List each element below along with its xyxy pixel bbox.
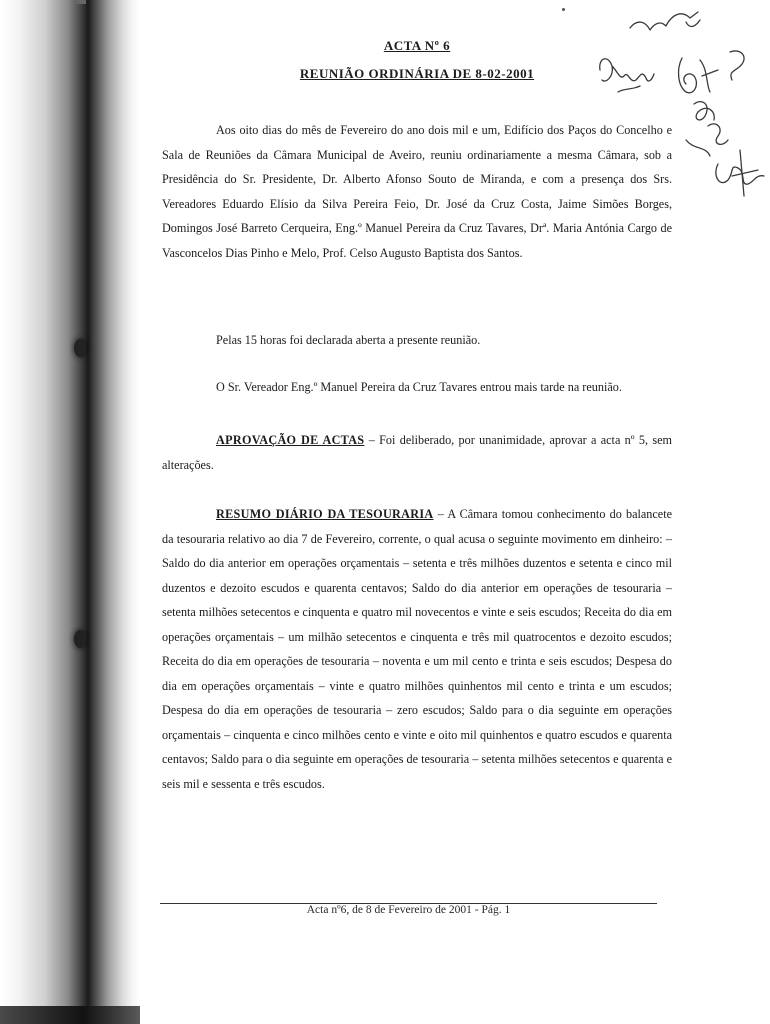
binding-shadow [0, 0, 140, 1024]
opening-paragraph: Pelas 15 horas foi declarada aberta a presente reunião. [216, 333, 481, 347]
punch-hole-bottom [74, 630, 86, 648]
actas-text: – Foi deliberado, por unanimidade, aprovar a acta nº 5, sem alterações. [162, 433, 672, 472]
scan-dot [562, 8, 565, 11]
actas-heading: APROVAÇÃO DE ACTAS [216, 433, 365, 447]
vereador-note-paragraph: O Sr. Vereador Eng.º Manuel Pereira da Cruz Tavares entrou mais tarde na reunião. [216, 380, 622, 394]
actas-paragraph [162, 428, 672, 477]
document-subtitle: REUNIÃO ORDINÁRIA DE 8-02-2001 [299, 66, 535, 81]
resumo-heading: RESUMO DIÁRIO DA TESOURARIA [216, 507, 434, 521]
resumo-paragraph [162, 502, 672, 796]
resumo-text: – A Câmara tomou conhecimento do balancete da tesouraria relativo ao dia 7 de Fevereiro, corrente, o qual acusa o seguinte movimento em dinheiro: – Saldo do dia anterior em operações orçamentais – setenta e três milhões duzentos e setenta e cinco mil duzentos e dezoito escudos e quarenta centavos; Saldo do dia anterior em operações de tesouraria – setenta milhões setecentos e cinquenta e quatro mil novecentos e vinte e seis escudos; Receita do dia em operações orçamentais – um milhão setecentos e cinquenta e três mil quatrocentos e dezoito escudos; Receita do dia em operações de tesouraria – noventa e um mil cento e trinta e seis escudos; Despesa do dia em operações orçamentais – vinte e quatro milhões quinhentos mil cento e trinta e um escudos; Despesa do dia em operações de tesouraria – zero escudos; Saldo para o dia seguinte em operações orçamentais – cinquenta e cinco milhões cento e vinte e oito mil quinhentos e quatro escudos e quarenta centavos; Saldo para o dia seguinte em operações de tesouraria – setenta milhões setecentos e quarenta e seis mil e sessenta e três escudos. [162, 507, 672, 791]
page-footer: Acta nº6, de 8 de Fevereiro de 2001 - Pág. 1 [306, 904, 511, 916]
document-title: ACTA Nº 6 [383, 38, 451, 53]
punch-hole-top [74, 339, 86, 357]
intro-paragraph: Aos oito dias do mês de Fevereiro do ano dois mil e um, Edifício dos Paços do Concelho e Sala de Reuniões da Câmara Municipal de Aveiro, reuniu ordinariamente a mesma Câmara, sob a Presidência do Sr. Presidente, Dr. Alberto Afonso Souto de Miranda, e com a presença dos Srs. Vereadores Eduardo Elísio da Silva Pereira Feio, Dr. José da Cruz Costa, Jaime Simões Borges, Domingos José Barreto Cerqueira, Eng.º Manuel Pereira da Cruz Tavares, Drª. Maria Antónia Cargo de Vasconcelos Dias Pinho e Melo, Prof. Celso Augusto Baptista dos Santos. [162, 123, 672, 260]
scan-mark [76, 0, 86, 4]
binding-bottom-edge [0, 1006, 140, 1024]
